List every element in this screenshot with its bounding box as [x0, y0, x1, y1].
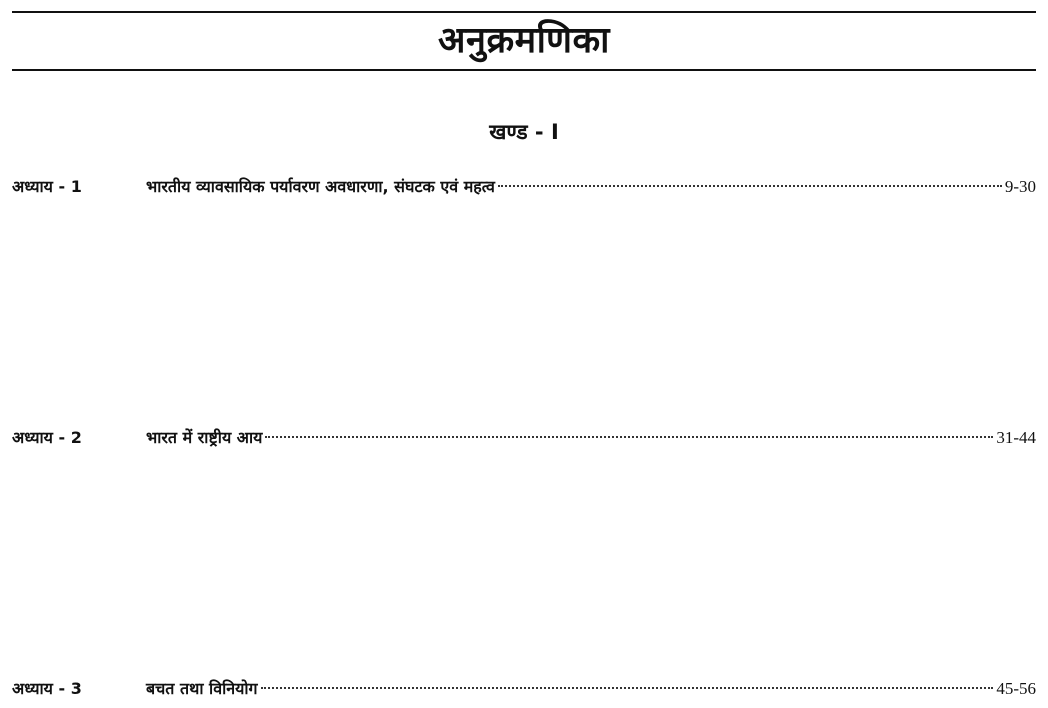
title-bottom-rule [12, 69, 1036, 71]
dot-leader [261, 687, 994, 689]
chapter-label: अध्याय - 2 [12, 428, 82, 447]
page-range: 31-44 [996, 428, 1036, 447]
title-top-rule [12, 11, 1036, 13]
page-title: अनुक्रमणिका [438, 20, 610, 61]
chapter-title: भारत में राष्ट्रीय आय [146, 428, 263, 447]
toc-entry-chapter-3[interactable] [12, 675, 1036, 703]
chapter-label: अध्याय - 1 [12, 177, 82, 196]
page-range: 9-30 [1004, 177, 1036, 196]
chapter-label: अध्याय - 3 [12, 679, 82, 698]
toc-entry-chapter-2[interactable] [12, 424, 1036, 452]
chapter-title: बचत तथा विनियोग [146, 679, 258, 698]
section-heading: खण्ड - I [489, 120, 559, 144]
page-range: 45-56 [996, 679, 1036, 698]
dot-leader [498, 185, 1002, 187]
dot-leader [265, 436, 993, 438]
toc-entry-chapter-1[interactable] [12, 173, 1036, 201]
chapter-title: भारतीय व्यावसायिक पर्यावरण अवधारणा, संघटक एवं महत्व [146, 177, 495, 196]
